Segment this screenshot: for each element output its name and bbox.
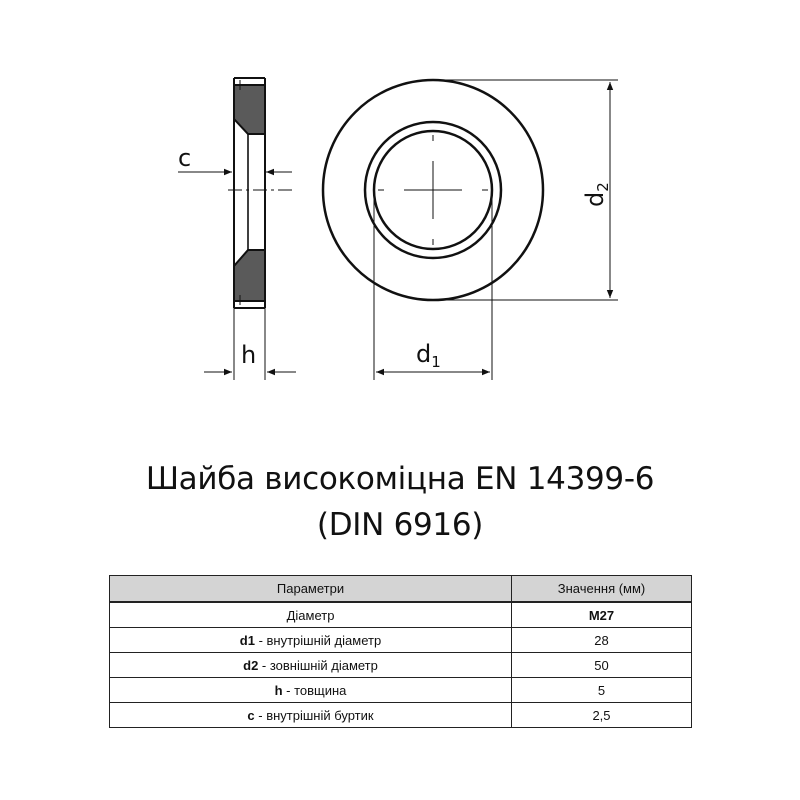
label-c: c	[178, 144, 192, 172]
table-row	[110, 628, 692, 653]
table-row	[110, 653, 692, 678]
table-row	[110, 703, 692, 728]
side-view	[178, 78, 296, 380]
label-d2: d2	[581, 182, 612, 207]
product-title	[0, 456, 800, 548]
param-cell: d1 - внутрішній діаметр	[110, 628, 512, 653]
product-title-line2: (DIN 6916)	[316, 507, 484, 543]
value-cell: M27	[512, 602, 692, 628]
table-row	[110, 678, 692, 703]
param-cell: d2 - зовнішній діаметр	[110, 653, 512, 678]
param-cell: Діаметр	[110, 602, 512, 628]
value-cell: 28	[512, 628, 692, 653]
value-cell: 2,5	[512, 703, 692, 728]
param-cell: h - товщина	[110, 678, 512, 703]
label-d1: d1	[416, 340, 441, 371]
param-cell: c - внутрішній буртик	[110, 703, 512, 728]
label-h: h	[241, 341, 257, 369]
front-view	[323, 80, 618, 380]
section-lower	[234, 250, 265, 301]
value-cell: 5	[512, 678, 692, 703]
table-header-row	[110, 576, 692, 603]
product-title-line1: Шайба високоміцна EN 14399-6	[145, 461, 655, 497]
spec-table	[109, 575, 692, 728]
section-upper	[234, 85, 265, 134]
value-cell: 50	[512, 653, 692, 678]
table-row	[110, 602, 692, 628]
header-values: Значення (мм)	[512, 576, 692, 603]
header-parameters: Параметри	[110, 576, 512, 603]
